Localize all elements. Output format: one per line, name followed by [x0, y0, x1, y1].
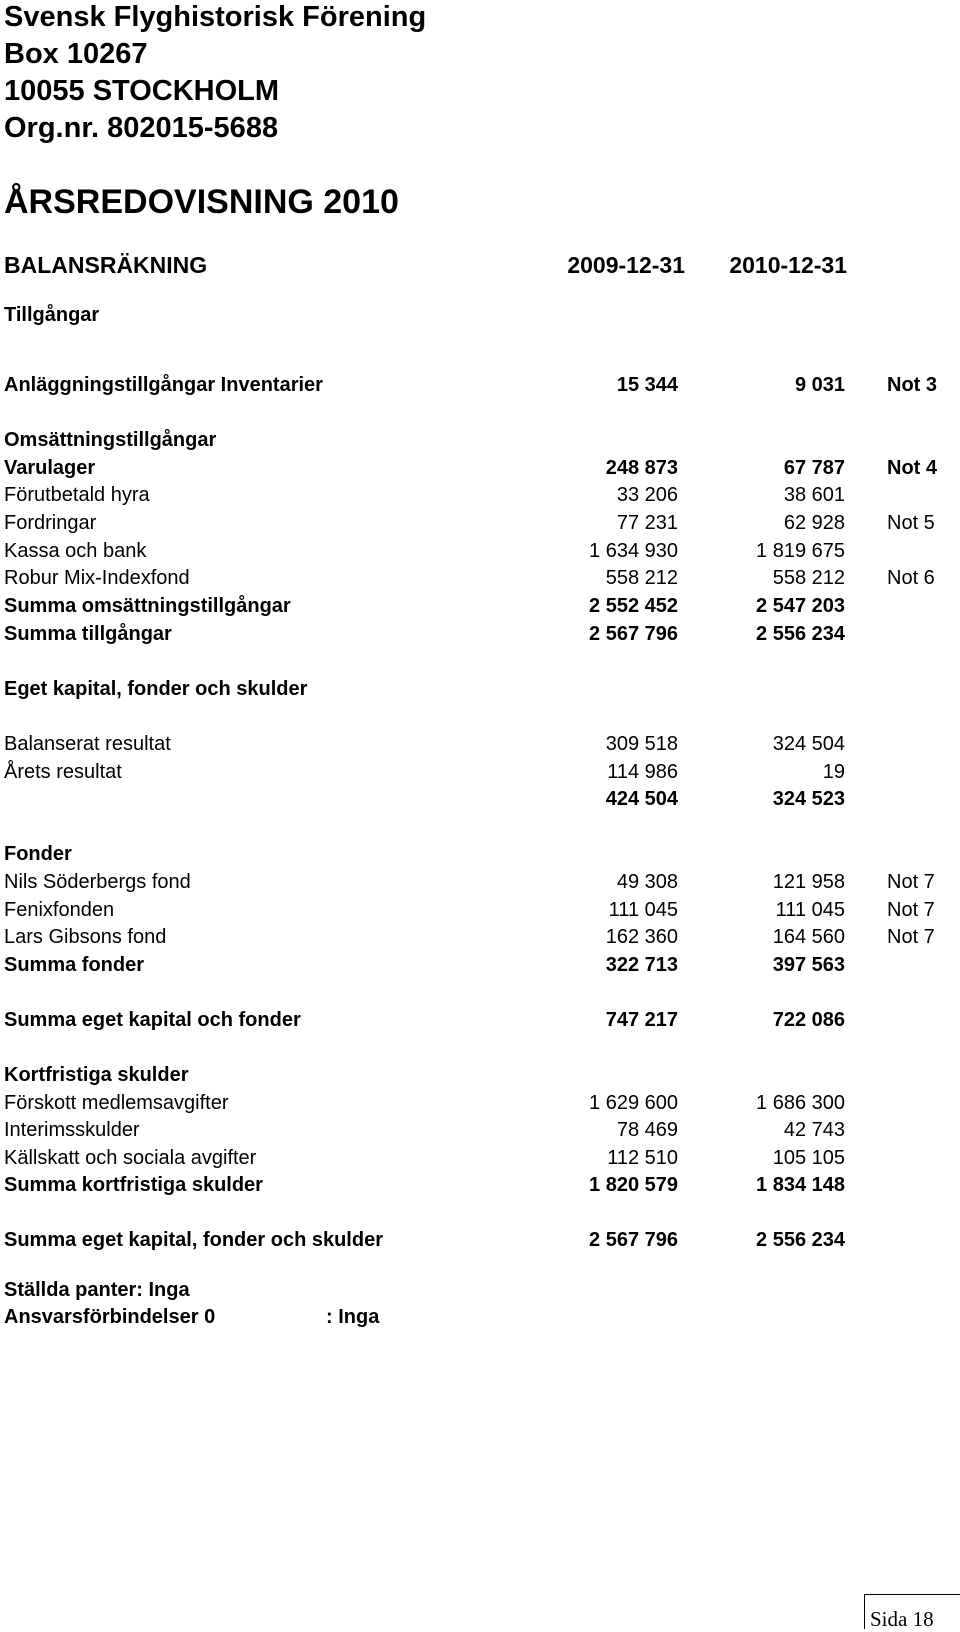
- org-number: Org.nr. 802015-5688: [4, 112, 279, 144]
- table-row: [0, 455, 960, 481]
- contingent-value: : Inga: [326, 1306, 380, 1328]
- value-2010: 324 504: [772, 733, 845, 755]
- value-2009: 2 567 796: [589, 623, 678, 645]
- table-row: [0, 593, 960, 619]
- table-row: [0, 510, 960, 536]
- table-row: [0, 869, 960, 895]
- value-2009: 248 873: [605, 457, 678, 479]
- note-ref: Not 6: [887, 567, 935, 589]
- row-label: Årets resultat: [4, 761, 122, 783]
- pledges-line: [0, 1277, 960, 1303]
- table-row: [0, 731, 960, 757]
- note-ref: Not 3: [887, 374, 937, 396]
- row-label: Fonder: [4, 843, 72, 865]
- value-2010: 1 834 148: [756, 1174, 845, 1196]
- row-label: Nils Söderbergs fond: [4, 871, 191, 893]
- balance-sheet-header: [0, 250, 960, 280]
- value-2009: 114 986: [607, 761, 678, 783]
- row-label: Tillgångar: [4, 304, 100, 326]
- value-2010: 42 743: [783, 1119, 845, 1141]
- org-address: Box 10267: [4, 38, 148, 70]
- table-row: [0, 924, 960, 950]
- value-2010: 1 819 675: [756, 540, 845, 562]
- row-label: Fenixfonden: [4, 899, 115, 921]
- value-2010: 722 086: [772, 1009, 845, 1031]
- value-2009: 15 344: [616, 374, 678, 396]
- value-2009: 78 469: [616, 1119, 678, 1141]
- contingent-label: Ansvarsförbindelser 0: [4, 1306, 216, 1328]
- table-row: [0, 1007, 960, 1033]
- value-2010: 9 031: [794, 374, 845, 396]
- value-2010: 2 547 203: [756, 595, 845, 617]
- row-label: Anläggningstillgångar Inventarier: [4, 374, 323, 396]
- value-2009: 2 567 796: [589, 1229, 678, 1251]
- value-2009: 747 217: [605, 1009, 678, 1031]
- table-row: [0, 1227, 960, 1253]
- value-2010: 324 523: [772, 788, 845, 810]
- document-title: ÅRSREDOVISNING 2010: [4, 183, 399, 221]
- value-2010: 105 105: [772, 1147, 845, 1169]
- value-2010: 2 556 234: [756, 623, 845, 645]
- row-label: Kortfristiga skulder: [4, 1064, 189, 1086]
- table-row: [0, 1062, 960, 1088]
- value-2010: 111 045: [775, 899, 845, 921]
- value-2009: 33 206: [616, 484, 678, 506]
- row-label: Varulager: [4, 457, 96, 479]
- org-name: Svensk Flyghistorisk Förening: [4, 1, 427, 33]
- year1-heading: 2009-12-31: [567, 252, 685, 278]
- table-row: [0, 1145, 960, 1171]
- table-row: [0, 482, 960, 508]
- row-label: Interimsskulder: [4, 1119, 140, 1141]
- note-ref: Not 5: [887, 512, 935, 534]
- row-label: Förutbetald hyra: [4, 484, 150, 506]
- page-number: Sida 18: [870, 1607, 934, 1631]
- balance-sheet-heading: BALANSRÄKNING: [4, 252, 208, 278]
- value-2010: 397 563: [772, 954, 845, 976]
- contingent-line: [0, 1304, 960, 1330]
- row-label: Källskatt och sociala avgifter: [4, 1147, 257, 1169]
- note-ref: Not 7: [887, 899, 935, 921]
- year2-heading: 2010-12-31: [729, 252, 847, 278]
- value-2009: 2 552 452: [589, 595, 678, 617]
- table-row: [0, 302, 960, 328]
- value-2009: 1 629 600: [589, 1092, 678, 1114]
- value-2009: 1 820 579: [589, 1174, 678, 1196]
- table-row: [0, 372, 960, 398]
- note-ref: Not 4: [887, 457, 937, 479]
- row-label: Lars Gibsons fond: [4, 926, 167, 948]
- table-row: [0, 897, 960, 923]
- value-2009: 162 360: [605, 926, 678, 948]
- table-row: [0, 621, 960, 647]
- value-2010: 67 787: [783, 457, 845, 479]
- value-2009: 309 518: [605, 733, 678, 755]
- value-2010: 164 560: [772, 926, 845, 948]
- value-2009: 77 231: [616, 512, 678, 534]
- row-label: Summa omsättningstillgångar: [4, 595, 291, 617]
- row-label: Summa eget kapital, fonder och skulder: [4, 1229, 383, 1251]
- table-row: [0, 565, 960, 591]
- table-row: [0, 786, 960, 812]
- value-2010: 2 556 234: [756, 1229, 845, 1251]
- row-label: Omsättningstillgångar: [4, 429, 217, 451]
- row-label: Summa tillgångar: [4, 623, 172, 645]
- row-label: Summa eget kapital och fonder: [4, 1009, 301, 1031]
- note-ref: Not 7: [887, 871, 935, 893]
- value-2010: 19: [822, 761, 845, 783]
- row-label: Kassa och bank: [4, 540, 147, 562]
- value-2009: 322 713: [605, 954, 678, 976]
- table-row: [0, 1117, 960, 1143]
- table-row: [0, 427, 960, 453]
- org-city: 10055 STOCKHOLM: [4, 75, 280, 107]
- table-row: [0, 1172, 960, 1198]
- row-label: Summa fonder: [4, 954, 145, 976]
- table-row: [0, 841, 960, 867]
- row-label: Robur Mix-Indexfond: [4, 567, 190, 589]
- value-2010: 121 958: [772, 871, 845, 893]
- value-2010: 1 686 300: [756, 1092, 845, 1114]
- table-row: [0, 538, 960, 564]
- value-2010: 38 601: [783, 484, 845, 506]
- value-2009: 49 308: [616, 871, 678, 893]
- row-label: Summa kortfristiga skulder: [4, 1174, 263, 1196]
- value-2009: 424 504: [605, 788, 678, 810]
- value-2009: 111 045: [608, 899, 678, 921]
- table-row: [0, 676, 960, 702]
- value-2009: 1 634 930: [589, 540, 678, 562]
- pledges-text: Ställda panter: Inga: [4, 1279, 190, 1301]
- row-label: Eget kapital, fonder och skulder: [4, 678, 308, 700]
- value-2010: 558 212: [772, 567, 845, 589]
- value-2009: 558 212: [605, 567, 678, 589]
- row-label: Förskott medlemsavgifter: [4, 1092, 229, 1114]
- row-label: Fordringar: [4, 512, 97, 534]
- table-row: [0, 952, 960, 978]
- value-2009: 112 510: [607, 1147, 678, 1169]
- table-row: [0, 759, 960, 785]
- note-ref: Not 7: [887, 926, 935, 948]
- value-2010: 62 928: [783, 512, 845, 534]
- row-label: Balanserat resultat: [4, 733, 171, 755]
- table-row: [0, 1090, 960, 1116]
